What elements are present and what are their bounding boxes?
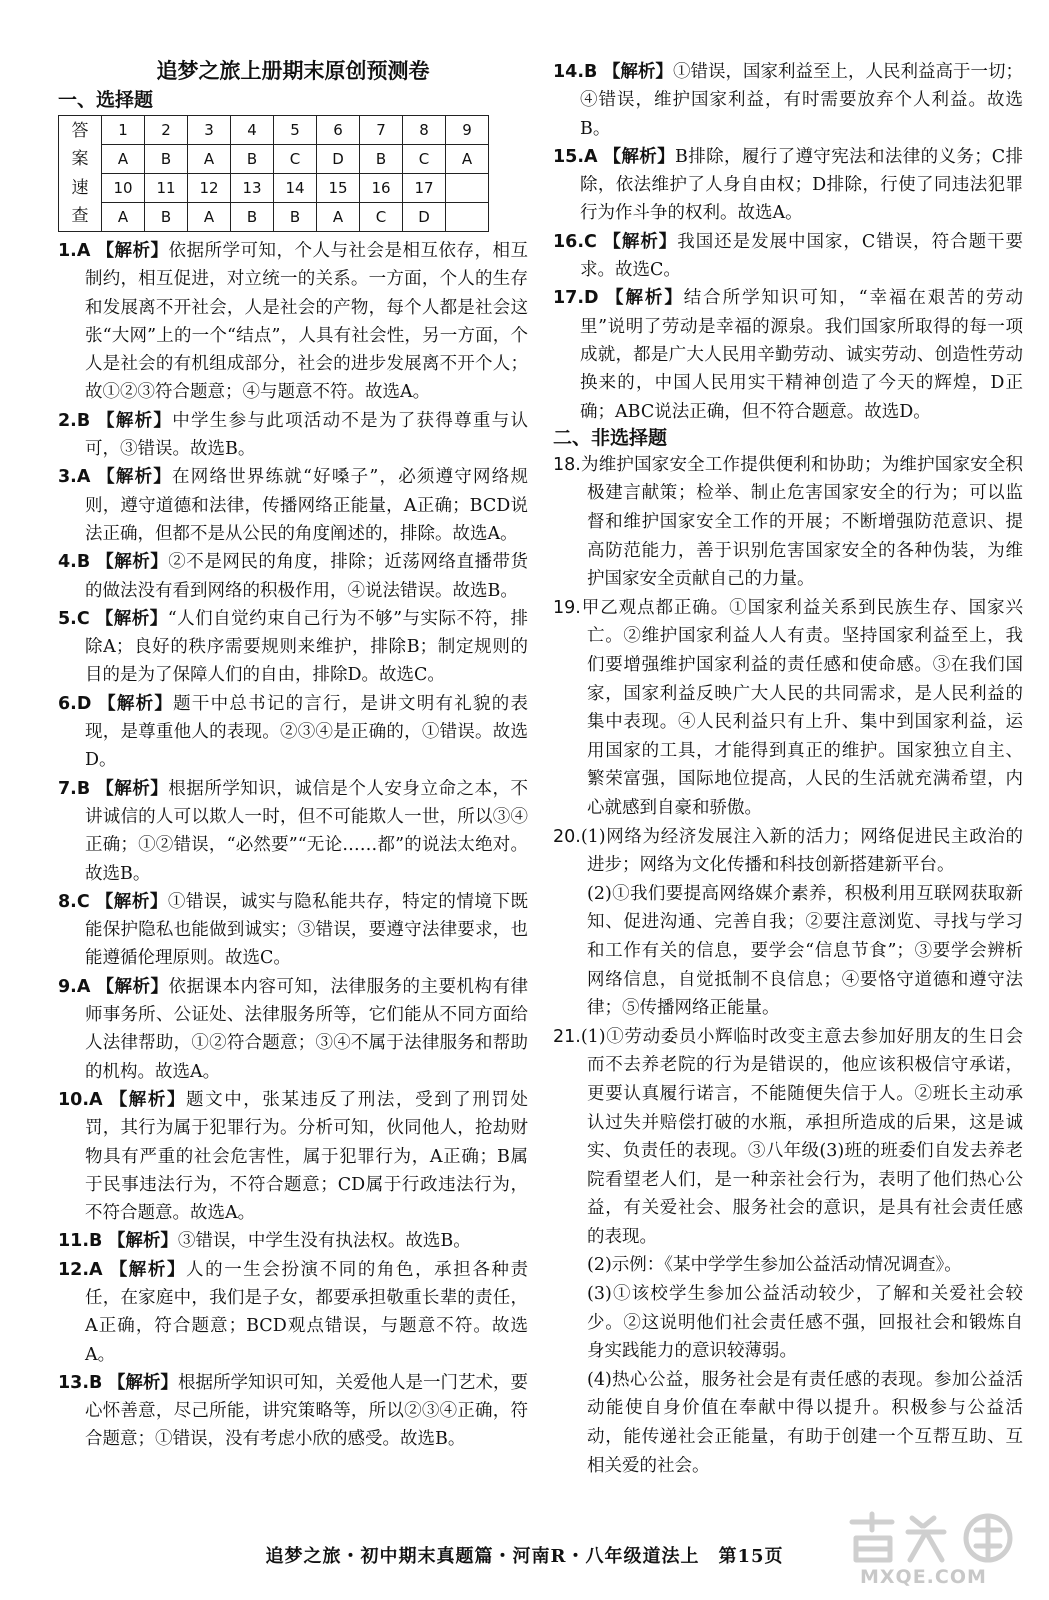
table-cell: A — [317, 203, 360, 232]
question-item — [58, 237, 528, 407]
left-column — [58, 58, 528, 1454]
head-char: 案 — [71, 149, 89, 169]
answer-item — [553, 1023, 1023, 1252]
question-text: 在网络世界练就“好嗓子”，必须遵守网络规则，遵守道德和法律，传播网络正能量，A正确；BCD说法正确，但都不是从公民的角度阐述的，排除。故选A。 — [85, 467, 528, 544]
answer-text: 为维护国家安全工作提供便利和协助；为维护国家安全积极建言献策；检举、制止危害国家安全的行为；可以监督和维护国家安全工作的开展；不断增强防范意识、提高防范能力，善于识别危害国家安全的各种伪装，为维护国家安全贡献自己的力量。 — [580, 454, 1023, 590]
page-title: 追梦之旅上册期末原创预测卷 — [156, 58, 430, 83]
table-cell: 11 — [145, 174, 188, 203]
analysis-tag: 【解析】 — [96, 976, 169, 997]
question-number: 13.B — [58, 1372, 103, 1393]
question-text: 根据所学知识，诚信是个人安身立命之本，不讲诚信的人可以欺人一时，但不可能欺人一世，所以③④正确；①②错误，“必然要”“无论……都”的说法太绝对。故选B。 — [85, 778, 528, 884]
question-number: 1.A — [58, 241, 91, 261]
analysis-tag: 【解析】 — [602, 62, 673, 82]
analysis-tag: 【解析】 — [98, 693, 174, 714]
watermark-logo — [838, 1508, 1038, 1594]
question-number: 7.B — [58, 778, 91, 799]
table-cell: 9 — [446, 116, 489, 145]
table-cell: A — [102, 145, 145, 174]
question-text: 人的一生会扮演不同的角色，承担各种责任，在家庭中，我们是子女，都要承担敬重长辈的责任，A正确，符合题意；BCD观点错误，与题意不符。故选A。 — [85, 1259, 528, 1365]
head-char: 答 — [71, 120, 89, 141]
question-item — [58, 1369, 528, 1454]
answer-table — [58, 115, 489, 232]
analysis-tag: 【解析】 — [606, 288, 684, 309]
question-number: 8.C — [58, 891, 90, 912]
answer-text: (1)网络为经济发展注入新的活力；网络促进民主政治的进步；网络为文化传播和科技创新搭建新平台。 — [580, 826, 1023, 876]
question-item — [58, 548, 528, 605]
table-cell: D — [403, 203, 446, 232]
table-cell: C — [403, 145, 446, 174]
table-cell: 16 — [360, 174, 403, 203]
table-cell: 5 — [274, 116, 317, 145]
answer-text: 甲乙观点都正确。①国家利益关系到民族生存、国家兴亡。②维护国家利益人人有责。坚持国家利益至上，我们要增强维护国家利益的责任感和使命感。③在我们国家，国家利益反映广大人民的共同需求，是人民利益的集中表现。④人民利益只有上升、集中到国家利益，运用国家的工具，才能得到真正的维护。国家独立自主、繁荣富强，国际地位提高，人民的生活就充满希望，内心就感到自豪和骄傲。 — [580, 597, 1023, 818]
table-cell: B — [274, 203, 317, 232]
question-text: 题干中总书记的言行，是讲文明有礼貌的表现，是尊重他人的表现。②③④是正确的，①错误。故选D。 — [85, 693, 528, 771]
answer-subitem — [553, 1280, 1023, 1366]
answer-subitem — [553, 880, 1023, 1023]
table-cell: 14 — [274, 174, 317, 203]
analysis-tag: 【解析】 — [107, 1231, 178, 1252]
table-cell: C — [360, 203, 403, 232]
answer-item — [553, 594, 1023, 823]
table-cell: 15 — [317, 174, 360, 203]
analysis-tag: 【解析】 — [96, 778, 169, 799]
answer-list — [553, 451, 1023, 1480]
table-cell: 6 — [317, 116, 360, 145]
table-cell: 7 — [360, 116, 403, 145]
head-char: 查 — [71, 206, 89, 226]
answer-item — [553, 451, 1023, 594]
question-text: 依据所学可知，个人与社会是相互依存，相互制约，相互促进，对立统一的关系。一方面，个人的生存和发展离不开社会，人是社会的产物，每个人都是社会这张“大网”上的一个“结点”，人具有社会性，另一方面，个人是社会的有机组成部分，社会的进步发展离不开个人；故①②③符合题意；④与题意不符。故选A。 — [85, 241, 529, 403]
question-text: 结合所学知识可知，“幸福在艰苦的劳动里”说明了劳动是幸福的源泉。我们国家所取得的每一项成就，都是广大人民用辛勤劳动、诚实劳动、创造性劳动换来的，中国人民用实干精神创造了今天的辉煌，D正确；ABC说法正确，但不符合题意。故选D。 — [580, 288, 1023, 422]
analysis-tag: 【解析】 — [109, 1089, 187, 1110]
analysis-tag: 【解析】 — [109, 1259, 187, 1280]
question-text: ③错误，中学生没有执法权。故选B。 — [177, 1231, 471, 1252]
answer-number: 21. — [553, 1026, 581, 1047]
question-text: ①错误，诚实与隐私能共存，特定的情境下既能保护隐私也能做到诚实；③错误，要遵守法律要求，也能遵循伦理原则。故选C。 — [85, 891, 528, 969]
table-cell: A — [188, 145, 231, 174]
question-number: 17.D — [553, 288, 599, 309]
table-cell: B — [145, 203, 188, 232]
question-number: 6.D — [58, 693, 92, 714]
question-number: 14.B — [553, 62, 598, 82]
table-cell: 3 — [188, 116, 231, 145]
answer-subitem — [553, 1366, 1023, 1480]
answer-table-head — [59, 116, 102, 232]
table-cell — [446, 203, 489, 232]
analysis-tag: 【解析】 — [603, 146, 675, 167]
table-cell: 8 — [403, 116, 446, 145]
question-item — [58, 775, 528, 888]
table-cell: 13 — [231, 174, 274, 203]
table-cell — [446, 174, 489, 203]
answer-text: (4)热心公益，服务社会是有责任感的表现。参加公益活动能使自身价值在奉献中得以提升。积极参与公益活动，能传递社会正能量，有助于创建一个互帮互助、互相关爱的社会。 — [587, 1369, 1023, 1476]
question-item — [553, 284, 1023, 425]
analysis-tag: 【解析】 — [97, 467, 173, 488]
question-number: 16.C — [553, 231, 597, 252]
answer-number: 18. — [553, 454, 581, 475]
question-text: 我国还是发展中国家，C错误，符合题干要求。故选C。 — [580, 231, 1023, 281]
table-cell: 2 — [145, 116, 188, 145]
answer-text: (3)①该校学生参加公益活动较少，了解和关爱社会较少。②这说明他们社会责任感不强，回报社会和锻炼自身实践能力的意识较薄弱。 — [587, 1284, 1023, 1362]
analysis-tag: 【解析】 — [96, 241, 169, 261]
table-cell: 12 — [188, 174, 231, 203]
analysis-tag: 【解析】 — [95, 891, 168, 912]
question-item — [58, 407, 528, 464]
question-text: “人们自觉约束自己行为不够”与实际不符，排除A；良好的秩序需要规则来维护，排除B；制定规则的目的是为了保障人们的自由，排除D。故选C。 — [85, 608, 528, 686]
table-cell: 1 — [102, 116, 145, 145]
question-text: 根据所学知识可知，关爱他人是一门艺术，要心怀善意，尽己所能，讲究策略等，所以②③④正确，符合题意；①错误，没有考虑小欣的感受。故选B。 — [85, 1372, 528, 1450]
question-text: ①错误，国家利益至上，人民利益高于一切；④错误，维护国家利益，有时需要放弃个人利益。故选B。 — [580, 62, 1023, 139]
page-footer: 追梦之旅・初中期末真题篇・河南R・八年级道法上 第15页 — [265, 1546, 784, 1567]
head-char: 速 — [71, 177, 89, 198]
question-number: 4.B — [58, 552, 91, 573]
section-heading-choice: 一、选择题 — [58, 89, 154, 111]
question-text: B排除，履行了遵守宪法和法律的义务；C排除，依法维护了人身自由权；D排除，行使了同违法犯罪行为作斗争的权利。故选A。 — [580, 146, 1023, 224]
watermark-text: MXQE.COM — [860, 1566, 987, 1588]
table-cell: 17 — [403, 174, 446, 203]
answer-item — [553, 823, 1023, 880]
analysis-tag: 【解析】 — [96, 552, 169, 573]
analysis-tag: 【解析】 — [603, 231, 678, 252]
right-question-list — [553, 58, 1023, 426]
question-item — [553, 58, 1023, 143]
question-item — [553, 143, 1023, 228]
right-column — [553, 58, 1023, 1480]
answer-text: (2)①我们要提高网络媒介素养，积极利用互联网获取新知、促进沟通、完善自我；②要注意浏览、寻找与学习和工作有关的信息，要学会“信息节食”；③要学会辨析网络信息，自觉抵制不良信息；④要恪守道德和遵守法律；⑤传播网络正能量。 — [587, 883, 1023, 1019]
analysis-tag: 【解析】 — [107, 1372, 178, 1393]
question-number: 11.B — [58, 1231, 103, 1252]
question-item — [58, 1256, 528, 1369]
question-item — [553, 228, 1023, 285]
question-item — [58, 690, 528, 775]
table-cell: A — [446, 145, 489, 174]
question-number: 2.B — [58, 410, 91, 431]
question-item — [58, 888, 528, 973]
table-cell: A — [188, 203, 231, 232]
question-number: 5.C — [58, 608, 90, 629]
question-text: 中学生参与此项活动不是为了获得尊重与认可，③错误。故选B。 — [85, 410, 528, 460]
question-item — [58, 1086, 528, 1227]
left-question-list — [58, 237, 528, 1454]
table-cell: C — [274, 145, 317, 174]
analysis-tag: 【解析】 — [97, 410, 173, 431]
question-text: ②不是网民的角度，排除；近荡网络直播带货的做法没有看到网络的积极作用，④说法错误。故选B。 — [85, 552, 528, 601]
question-number: 3.A — [58, 467, 91, 488]
answer-subitem — [553, 1251, 1023, 1280]
analysis-tag: 【解析】 — [95, 608, 168, 629]
question-item — [58, 605, 528, 690]
table-cell: B — [145, 145, 188, 174]
question-item — [58, 973, 528, 1086]
question-number: 9.A — [58, 976, 91, 997]
table-cell: B — [360, 145, 403, 174]
section-heading-nonchoice: 二、非选择题 — [553, 426, 668, 449]
table-cell: B — [231, 203, 274, 232]
table-cell: D — [317, 145, 360, 174]
table-cell: A — [102, 203, 145, 232]
question-text: 题文中，张某违反了刑法，受到了刑罚处罚，其行为属于犯罪行为。分析可知，伙同他人，抢劫财物具有严重的社会危害性，属于犯罪行为，A正确；B属于民事违法行为，不符合题意；CD属于行政违法行为，不符合题意。故选A。 — [85, 1089, 528, 1224]
answer-number: 19. — [553, 597, 581, 618]
question-text: 依据课本内容可知，法律服务的主要机构有律师事务所、公证处、法律服务所等，它们能从不同方面给人法律帮助，①②符合题意；③④不属于法律服务和帮助的机构。故选A。 — [85, 976, 529, 1082]
question-number: 12.A — [58, 1259, 103, 1280]
watermark-icon — [838, 1508, 1038, 1568]
answer-text: (2)示例：《某中学学生参加公益活动情况调查》。 — [587, 1255, 962, 1276]
table-cell: B — [231, 145, 274, 174]
question-item — [58, 463, 528, 548]
answer-number: 20. — [553, 826, 581, 847]
answer-text: (1)①劳动委员小辉临时改变主意去参加好朋友的生日会而不去养老院的行为是错误的，他应该积极信守承诺，更要认真履行诺言，不能随便失信于人。②班长主动承认过失并赔偿打破的水瓶，承担所造成的后果，这是诚实、负责任的表现。③八年级(3)班的班委们自发去养老院看望老人们，是一种亲社会行为，表明了他们热心公益，有关爱社会、服务社会的意识，是具有社会责任感的表现。 — [580, 1026, 1023, 1247]
question-number: 10.A — [58, 1089, 103, 1110]
table-cell: 4 — [231, 116, 274, 145]
question-number: 15.A — [553, 146, 598, 167]
table-cell: 10 — [102, 174, 145, 203]
question-item — [58, 1227, 528, 1255]
